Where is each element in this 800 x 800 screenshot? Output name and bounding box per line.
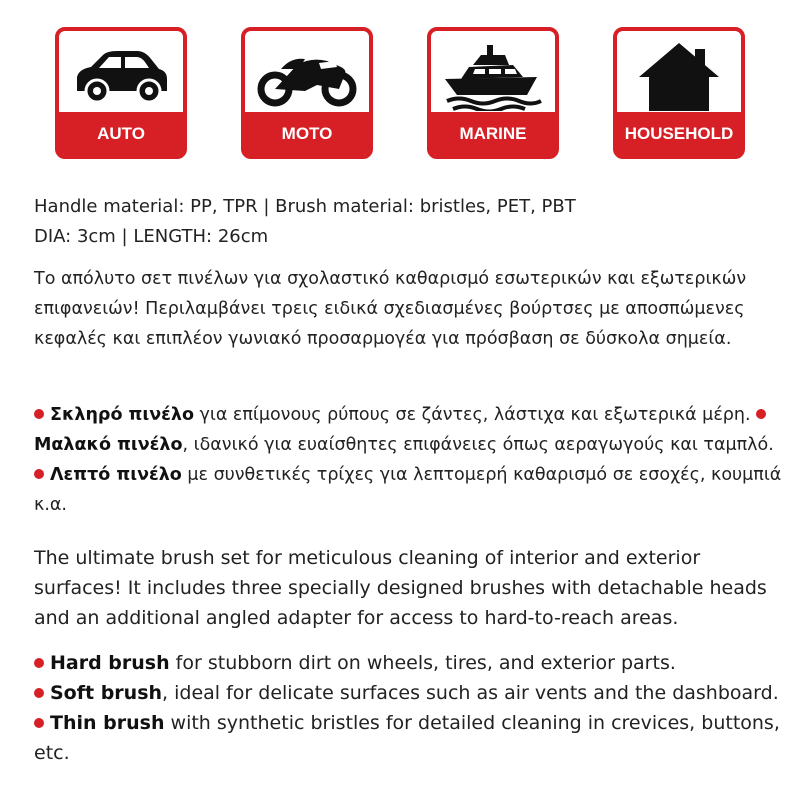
greek-term-soft: Μαλακό πινέλο (34, 435, 183, 455)
bullet-icon (34, 469, 44, 479)
badge-label: HOUSEHOLD (617, 112, 741, 155)
category-badges (55, 27, 745, 159)
badge-auto (55, 27, 187, 159)
badge-label: AUTO (59, 112, 183, 155)
bullet-icon (34, 409, 44, 419)
english-term-hard: Hard brush (50, 652, 170, 674)
english-term-soft: Soft brush (50, 682, 163, 704)
english-intro: The ultimate brush set for meticulous cleaning of interior and exterior surfaces! It includes three specially designed brushes with detachable heads and an additional angled adapter for access to hard-to-reach areas. (34, 547, 767, 629)
greek-desc-thin: με συνθετικές τρίχες για λεπτομερή καθαρισμό σε εσοχές, κουμπιά κ.α. (34, 465, 782, 515)
english-features (34, 648, 784, 768)
badge-label: MARINE (431, 112, 555, 155)
spec-dimensions: DIA: 3cm | LENGTH: 26cm (34, 226, 269, 247)
bullet-icon (756, 409, 766, 419)
bullet-icon (34, 658, 44, 668)
badge-label: MOTO (245, 112, 369, 155)
house-icon (629, 39, 729, 111)
spec-material: Handle material: PP, TPR | Brush material: bristles, PET, PBT (34, 196, 576, 217)
greek-desc-hard: για επίμονους ρύπους σε ζάντες, λάστιχα και εξωτερικά μέρη. (193, 405, 757, 425)
english-desc-thin: with synthetic bristles for detailed cleaning in crevices, buttons, etc. (34, 712, 780, 764)
greek-term-thin: Λεπτό πινέλο (50, 465, 182, 485)
english-intro-block (34, 543, 784, 633)
greek-intro: Το απόλυτο σετ πινέλων για σχολαστικό καθαρισμό εσωτερικών και εξωτερικών επιφανειών! Περιλαμβάνει τρεις ειδικά σχεδιασμένες βούρτσες με αποσπώμενες κεφαλές και επιπλέον γωνιακό προσαρμογέα για πρόσβαση σε δύσκολα σημεία. (34, 269, 747, 349)
greek-desc-soft: , ιδανικό για ευαίσθητες επιφάνειες όπως αεραγωγούς και ταμπλό. (182, 435, 774, 455)
motorcycle-icon (257, 39, 357, 111)
boat-icon (443, 39, 543, 111)
english-term-thin: Thin brush (50, 712, 165, 734)
spec-block (34, 192, 784, 252)
car-icon (71, 39, 171, 111)
bullet-icon (34, 718, 44, 728)
greek-features (34, 400, 784, 520)
greek-term-hard: Σκληρό πινέλο (50, 405, 194, 425)
badge-marine (427, 27, 559, 159)
greek-intro-block (34, 264, 784, 354)
english-desc-soft: , ideal for delicate surfaces such as air vents and the dashboard. (162, 682, 779, 704)
badge-moto (241, 27, 373, 159)
bullet-icon (34, 688, 44, 698)
badge-household (613, 27, 745, 159)
english-desc-hard: for stubborn dirt on wheels, tires, and exterior parts. (169, 652, 676, 674)
